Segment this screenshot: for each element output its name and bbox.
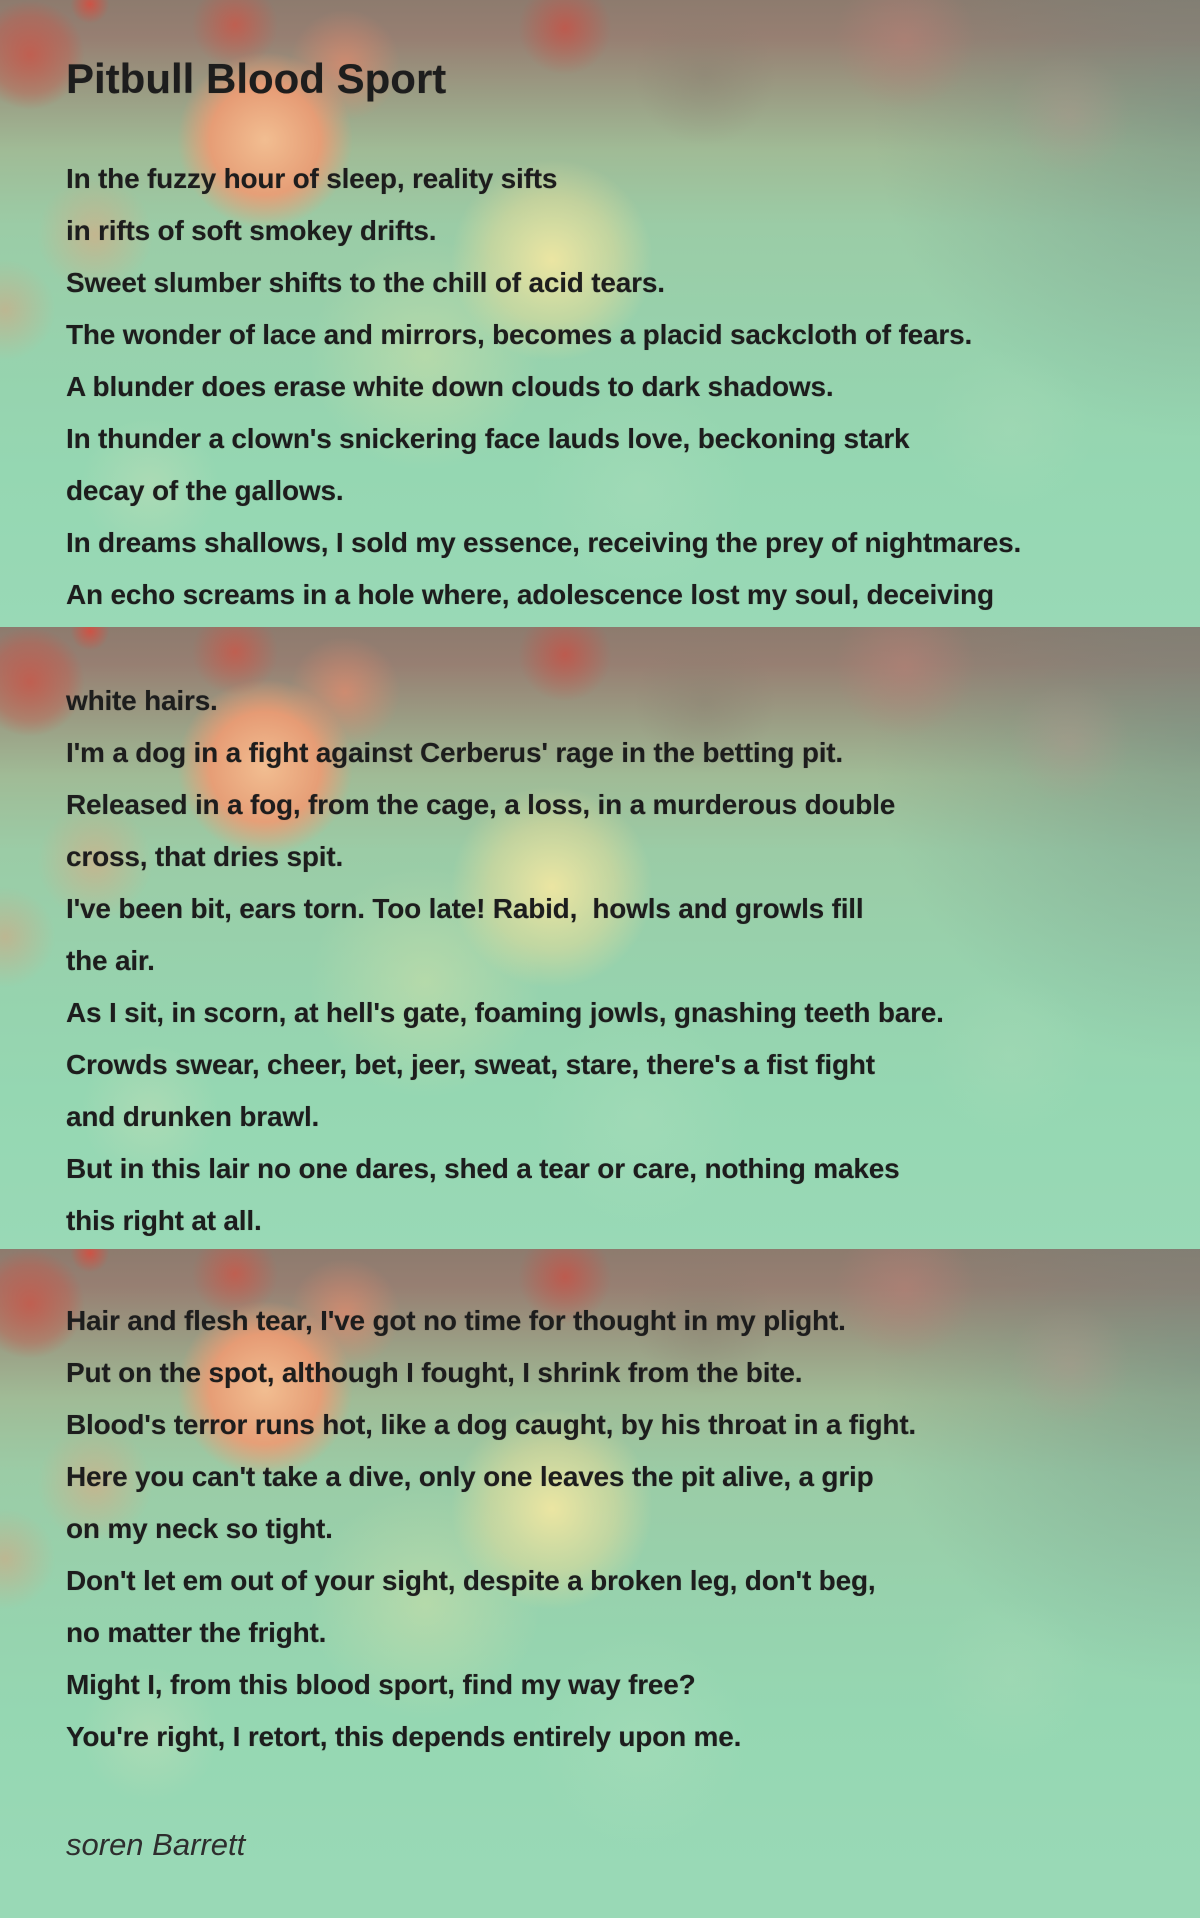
poem-line: the air.	[66, 945, 155, 976]
poem-line: The wonder of lace and mirrors, becomes a placid sackcloth of fears.	[66, 319, 973, 350]
poem-line: in rifts of soft smokey drifts.	[66, 215, 437, 246]
poem-line: cross, that dries spit.	[66, 841, 344, 872]
poem-line: But in this lair no one dares, shed a tear or care, nothing makes	[66, 1153, 900, 1184]
poem-line: decay of the gallows.	[66, 475, 344, 506]
poem-line: You're right, I retort, this depends entirely upon me.	[66, 1721, 742, 1752]
poem-line: In the fuzzy hour of sleep, reality sifts	[66, 163, 558, 194]
poem-title: Pitbull Blood Sport	[66, 55, 447, 102]
poem-line: and drunken brawl.	[66, 1101, 320, 1132]
poem-line: Sweet slumber shifts to the chill of acid tears.	[66, 267, 665, 298]
poem-line: white hairs.	[66, 685, 218, 716]
poem-line: Crowds swear, cheer, bet, jeer, sweat, stare, there's a fist fight	[66, 1049, 875, 1080]
poem-line: no matter the fright.	[66, 1617, 327, 1648]
poem-line: I've been bit, ears torn. Too late! Rabid, howls and growls fill	[66, 893, 864, 924]
poem-line: I'm a dog in a fight against Cerberus' rage in the betting pit.	[66, 737, 844, 768]
stanza	[66, 153, 1200, 621]
poem-line: this right at all.	[66, 1205, 262, 1236]
poem-line: Put on the spot, although I fought, I shrink from the bite.	[66, 1357, 803, 1388]
stanza	[66, 675, 1200, 1247]
poem-line: Don't let em out of your sight, despite a broken leg, don't beg,	[66, 1565, 876, 1596]
poem-line: Might I, from this blood sport, find my way free?	[66, 1669, 696, 1700]
poem-line: A blunder does erase white down clouds to dark shadows.	[66, 371, 834, 402]
poem-line: In dreams shallows, I sold my essence, receiving the prey of nightmares.	[66, 527, 1022, 558]
poem-body	[66, 153, 1200, 1763]
stanza	[66, 1295, 1200, 1763]
poem-line: In thunder a clown's snickering face lauds love, beckoning stark	[66, 423, 910, 454]
poem-line: Blood's terror runs hot, like a dog caught, by his throat in a fight.	[66, 1409, 917, 1440]
poem-line: on my neck so tight.	[66, 1513, 333, 1544]
poem-line: Released in a fog, from the cage, a loss, in a murderous double	[66, 789, 896, 820]
poem-line: An echo screams in a hole where, adolescence lost my soul, deceiving	[66, 579, 994, 610]
poem-line: As I sit, in scorn, at hell's gate, foaming jowls, gnashing teeth bare.	[66, 997, 944, 1028]
poem-line: Hair and flesh tear, I've got no time for thought in my plight.	[66, 1305, 846, 1336]
poem-line: Here you can't take a dive, only one leaves the pit alive, a grip	[66, 1461, 874, 1492]
poem-author: soren Barrett	[66, 1827, 246, 1862]
